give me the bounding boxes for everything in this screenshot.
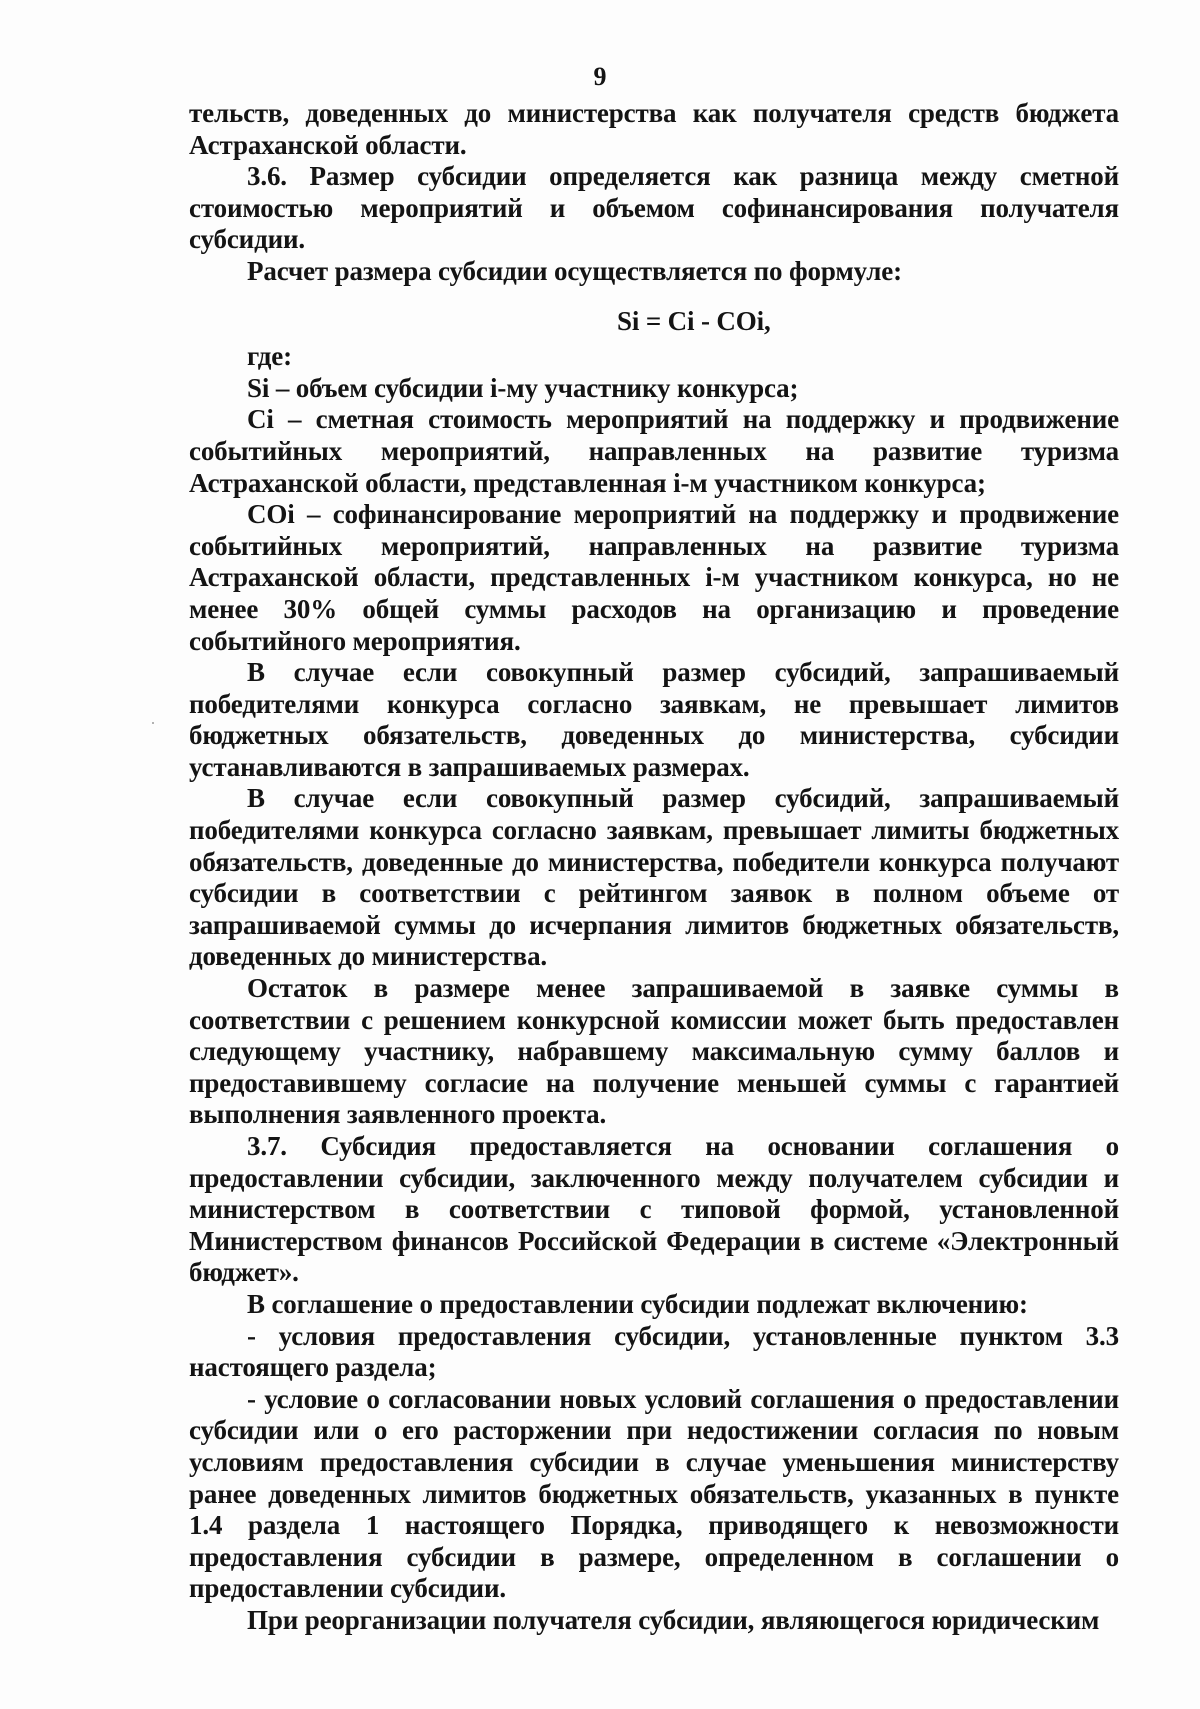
paragraph-within-limits: В случае если совокупный размер субсидий, запрашиваемый победителями конкурса согласно заявкам, не превышает лимитов бюджетных обязательств, доведенных до министерства, субсидии устанавливаются в запрашиваемых размерах.	[189, 657, 1119, 782]
page-number: 9	[593, 62, 607, 91]
paragraph-3-7: 3.7. Субсидия предоставляется на основании соглашения о предоставлении субсидии, заключенного между получателем субсидии и министерством в соответствии с типовой формой, установленной Министерством финансов Российской Федерации в системе «Электронный бюджет».	[189, 1131, 1119, 1288]
paragraph-formula-intro: Расчет размера субсидии осуществляется по формуле:	[247, 255, 902, 286]
paragraph-3-6: 3.6. Размер субсидии определяется как разница между сметной стоимостью мероприятий и объемом софинансирования получателя субсидии.	[189, 161, 1119, 255]
definition-si: Si – объем субсидии i-му участнику конкурса;	[247, 372, 799, 403]
scan-speck	[152, 722, 154, 724]
paragraph-continuation: тельств, доведенных до министерства как получателя средств бюджета Астраханской области.	[189, 98, 1119, 160]
paragraph-remainder: Остаток в размере менее запрашиваемой в заявке суммы в соответствии с решением конкурсной комиссии может быть предоставлен следующему участнику, набравшему максимальную сумму баллов и предоставившему согласие на получение меньшей суммы с гарантией выполнения заявленного проекта.	[189, 973, 1119, 1130]
paragraph-reorganization: При реорганизации получателя субсидии, являющегося юридическим	[247, 1604, 1100, 1635]
list-item-conditions: - условия предоставления субсидии, установленные пунктом 3.3 настоящего раздела;	[189, 1320, 1119, 1383]
paragraph-where: где:	[247, 341, 292, 372]
paragraph-agreement-contents: В соглашение о предоставлении субсидии подлежат включению:	[247, 1288, 1028, 1319]
formula: Si = Ci - COi,	[617, 305, 771, 336]
document-body	[189, 98, 1119, 1637]
paragraph-exceeds-limits: В случае если совокупный размер субсидий, запрашиваемый победителями конкурса согласно заявкам, превышает лимиты бюджетных обязательств, доведенные до министерства, победители конкурса получают субсидии в соответствии с рейтингом заявок в полном объеме от запрашиваемой суммы до исчерпания лимитов бюджетных обязательств, доведенных до министерства.	[189, 783, 1119, 972]
definition-coi: COi – софинансирование мероприятий на поддержку и продвижение событийных мероприятий, направленных на развитие туризма Астраханской области, представленных i-м участником конкурса, но не менее 30% общей суммы расходов на организацию и проведение событийного мероприятия.	[189, 499, 1119, 656]
definition-ci: Ci – сметная стоимость мероприятий на поддержку и продвижение событийных мероприятий, направленных на развитие туризма Астраханской области, представленная i-м участником конкурса;	[189, 404, 1119, 498]
list-item-new-conditions: - условие о согласовании новых условий соглашения о предоставлении субсидии или о его расторжении при недостижении согласия по новым условиям предоставления субсидии в случае уменьшения министерству ранее доведенных лимитов бюджетных обязательств, указанных в пункте 1.4 раздела 1 настоящего Порядка, приводящего к невозможности предоставления субсидии в размере, определенном в соглашении о предоставлении субсидии.	[189, 1383, 1119, 1604]
